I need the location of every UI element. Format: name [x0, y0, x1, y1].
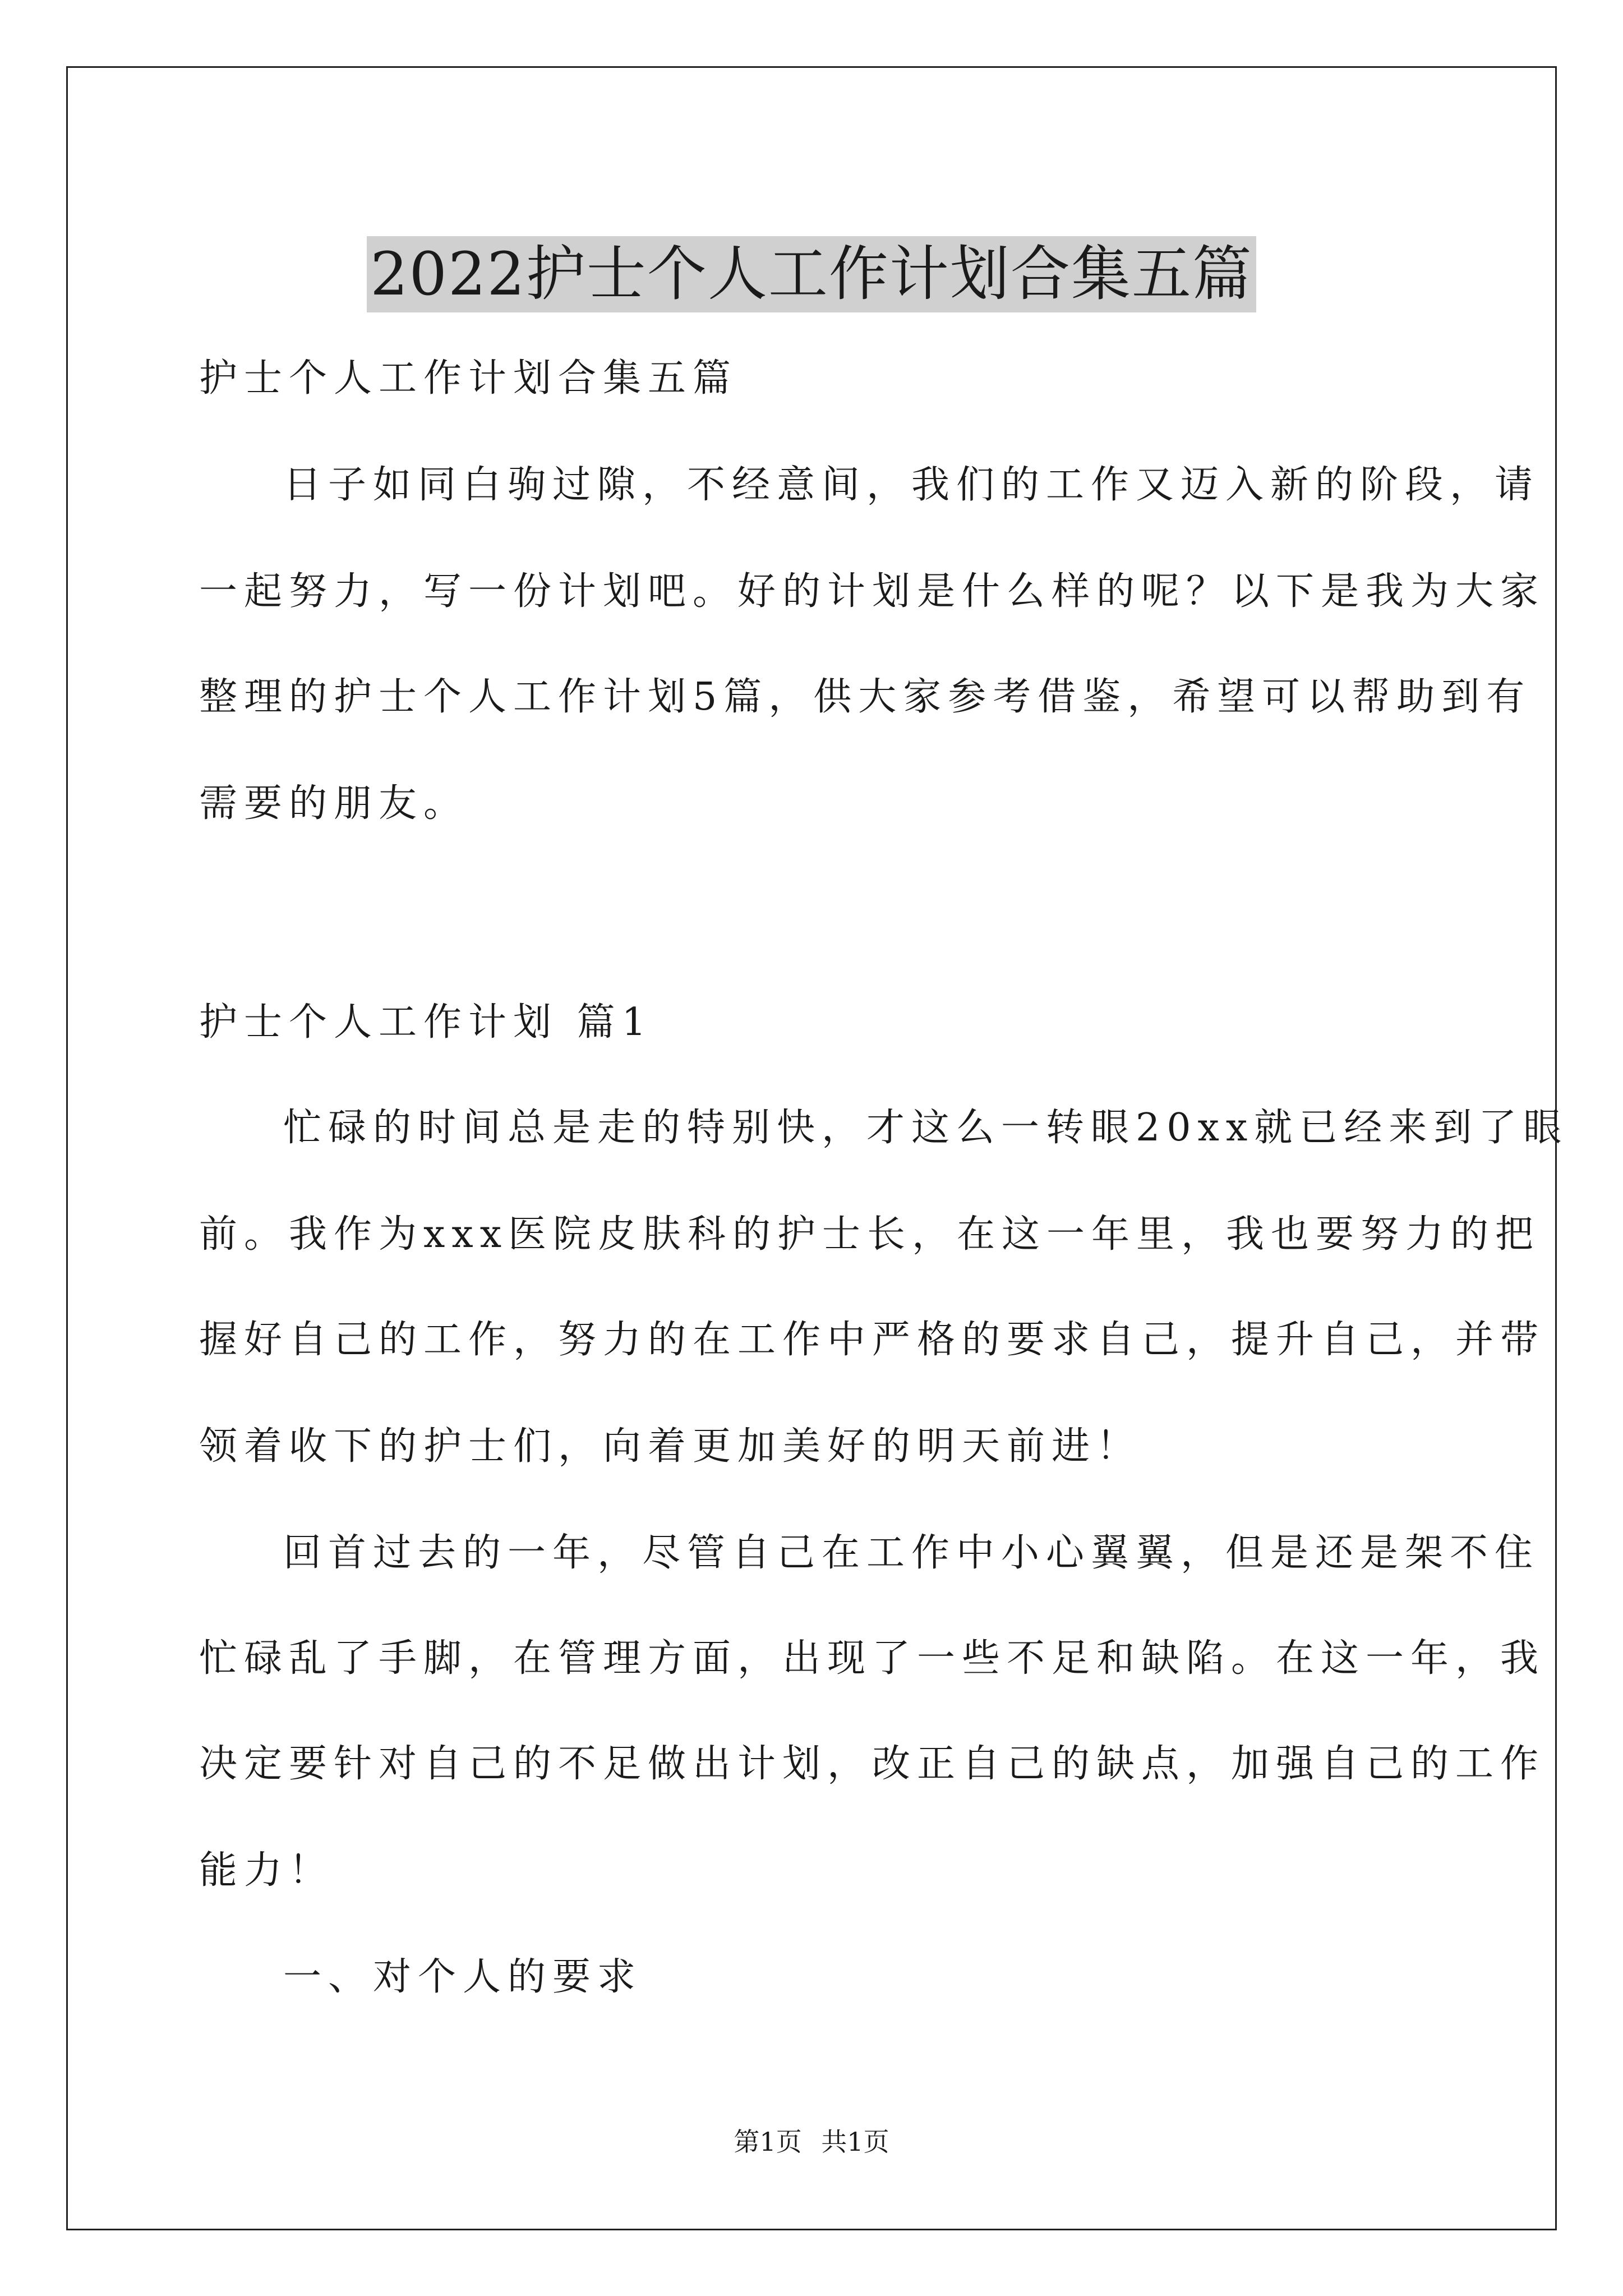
- body-line-3: 握好自己的工作，努力的在工作中严格的要求自己，提升自己，并带: [199, 1318, 1546, 1362]
- document-subtitle: 护士个人工作计划合集五篇: [199, 356, 738, 401]
- title-container: [0, 196, 1623, 352]
- intro-line-3: 整理的护士个人工作计划5篇，供大家参考借鉴，希望可以帮助到有: [199, 675, 1532, 719]
- body-line-2: 前。我作为xxx医院皮肤科的护士长，在这一年里，我也要努力的把: [199, 1212, 1541, 1257]
- body-line-7: 决定要针对自己的不足做出计划，改正自己的缺点，加强自己的工作: [199, 1742, 1546, 1786]
- intro-line-4: 需要的朋友。: [199, 781, 469, 826]
- section-heading-1: 护士个人工作计划 篇1: [199, 1000, 653, 1045]
- body-line-5: 回首过去的一年，尽管自己在工作中小心翼翼，但是还是架不住: [283, 1531, 1540, 1575]
- body-line-6: 忙碌乱了手脚，在管理方面，出现了一些不足和缺陷。在这一年，我: [199, 1636, 1546, 1681]
- document-title: 2022护士个人工作计划合集五篇: [367, 236, 1256, 312]
- body-line-8: 能力！: [199, 1848, 334, 1893]
- subsection-heading-1: 一、对个人的要求: [283, 1955, 643, 1999]
- body-line-1: 忙碌的时间总是走的特别快，才这么一转眼20xx就已经来到了眼: [283, 1106, 1569, 1150]
- intro-line-1: 日子如同白驹过隙，不经意间，我们的工作又迈入新的阶段，请: [283, 463, 1540, 507]
- intro-line-2: 一起努力，写一份计划吧。好的计划是什么样的呢？以下是我为大家: [199, 569, 1546, 614]
- page-footer: 第1页 共1页: [734, 2127, 889, 2157]
- body-line-4: 领着收下的护士们，向着更加美好的明天前进！: [199, 1424, 1142, 1469]
